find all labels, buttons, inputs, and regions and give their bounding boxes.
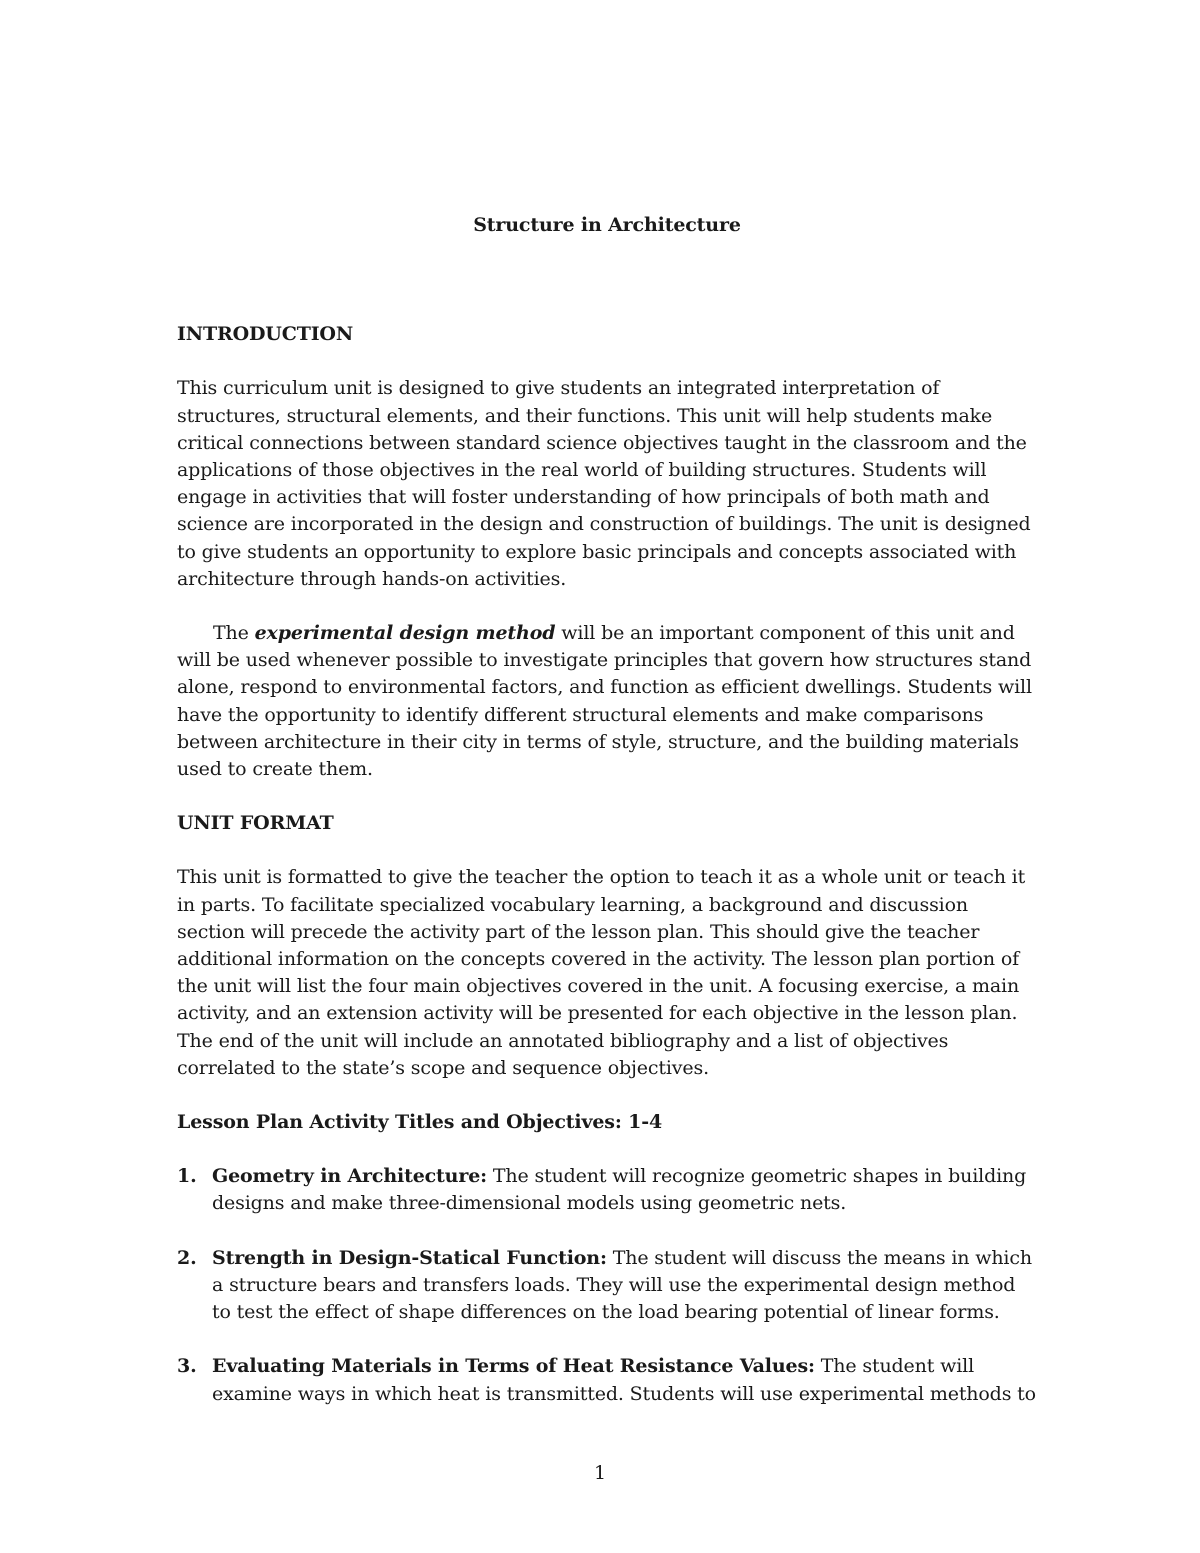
experimental-design-method-emphasis: experimental design method bbox=[254, 622, 556, 645]
list-item-number: 3. bbox=[177, 1355, 197, 1378]
document-title: Structure in Architecture bbox=[473, 214, 741, 236]
list-item-title: Geometry in Architecture: bbox=[212, 1165, 488, 1188]
page-number: 1 bbox=[593, 1462, 607, 1484]
introduction-heading: INTRODUCTION bbox=[177, 323, 354, 346]
list-item-text: The student will recognize geometric shapes in building designs and make three-dimensional models using geometric nets. bbox=[212, 1165, 1027, 1215]
paragraph-2-rest: will be an important component of this unit and will be used whenever possible to investigate principles that govern how structures stand alone, respond to environmental factors, and function as efficient dwellings. Students will have the opportunity to identify different structural elements and make comparisons between architecture in their city in terms of style, structure, and the building materials used to create them. bbox=[177, 622, 1032, 781]
list-item-title: Evaluating Materials in Terms of Heat Resistance Values: bbox=[212, 1355, 815, 1378]
list-item-title: Strength in Design-Statical Function: bbox=[212, 1246, 607, 1269]
objectives-list bbox=[177, 1163, 1037, 1407]
list-item-number: 2. bbox=[177, 1246, 197, 1269]
list-item-number: 1. bbox=[177, 1165, 197, 1188]
introduction-paragraph-1: This curriculum unit is designed to give students an integrated interpretation of structures, structural elements, and their functions. This unit will help students make critical connections between standard science objectives taught in the classroom and the applications of those objectives in the real world of building structures. Students will engage in activities that will foster understanding of how principals of both math and science are incorporated in the design and construction of buildings. The unit is designed to give students an opportunity to explore basic principals and concepts associated with architecture through hands-on activities. bbox=[177, 377, 1031, 590]
list-item bbox=[177, 1245, 1037, 1327]
list-item bbox=[177, 1163, 1037, 1217]
list-item-text: The student will discuss the means in which a structure bears and transfers loads. They will use the experimental design method to test the effect of shape differences on the load bearing potential of linear forms. bbox=[212, 1246, 1032, 1324]
paragraph-2-lead: The bbox=[213, 622, 255, 645]
introduction-paragraph-2 bbox=[177, 620, 1037, 783]
list-item-text: The student will examine ways in which heat is transmitted. Students will use experimental methods to bbox=[212, 1355, 1036, 1405]
document-body bbox=[177, 200, 1037, 1408]
unit-format-heading: UNIT FORMAT bbox=[177, 812, 334, 835]
list-item bbox=[177, 1353, 1037, 1407]
unit-format-paragraph: This unit is formatted to give the teacher the option to teach it as a whole unit or teach it in parts. To facilitate specialized vocabulary learning, a background and discussion section will precede the activity part of the lesson plan. This should give the teacher additional information on the concepts covered in the activity. The lesson plan portion of the unit will list the four main objectives covered in the unit. A focusing exercise, a main activity, and an extension activity will be presented for each objective in the lesson plan. The end of the unit will include an annotated bibliography and a list of objectives correlated to the state’s scope and sequence objectives. bbox=[177, 866, 1026, 1079]
lesson-plan-heading: Lesson Plan Activity Titles and Objectives: 1-4 bbox=[177, 1111, 663, 1134]
